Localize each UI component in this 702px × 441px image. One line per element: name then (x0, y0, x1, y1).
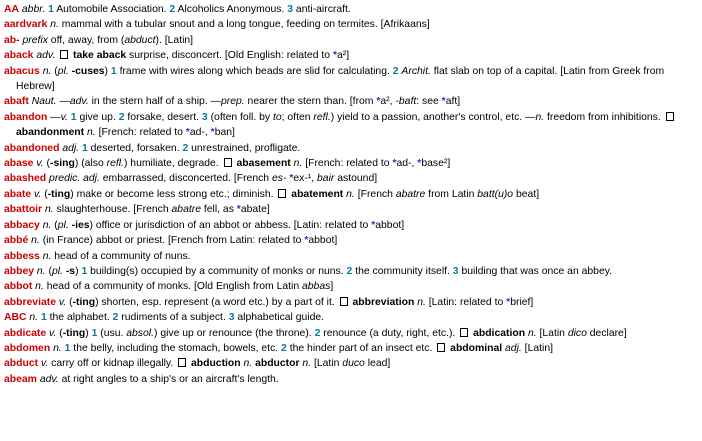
sense-number: 2 (392, 65, 399, 77)
grammar-label: prefix (22, 34, 48, 46)
cross-reference-marker[interactable]: * (371, 219, 376, 231)
definition-text: in the stern half of a ship. — (88, 96, 221, 108)
definition-text: ( (45, 265, 52, 277)
definition-text: ). [Latin] (155, 34, 194, 46)
sense-number: 2 (182, 142, 189, 154)
definition-text: ) yield to a passion, another's control, etc. — (330, 111, 536, 123)
definition-text: forsake, desert. (124, 111, 202, 123)
definition-text: building(s) occupied by a community of monks or nuns. (87, 265, 347, 277)
grammar-label: adv. (36, 50, 56, 62)
headword[interactable]: abdicate (4, 327, 47, 339)
derived-form: take aback (73, 50, 127, 62)
headword[interactable]: abbé (4, 235, 29, 247)
definition-text: rudiments of a subject. (118, 312, 229, 324)
grammar-label: n. (45, 204, 54, 216)
sense-number: 1 (81, 265, 88, 277)
definition-text (55, 50, 58, 61)
definition-text: anti-aircraft. (293, 4, 351, 15)
grammar-label: predic. adj. (49, 173, 100, 185)
derived-form: abductor (255, 358, 300, 370)
dictionary-entry (4, 233, 698, 248)
grammar-label: refl. (106, 158, 124, 170)
definition-text: slaughterhouse. [French (53, 204, 172, 216)
sense-number: 2 (314, 327, 321, 339)
definition-text: frame with wires along which beads are slid for calculating. (116, 65, 393, 77)
derivative-marker-icon (60, 50, 68, 59)
headword[interactable]: aardvark (4, 19, 48, 31)
definition-text: mammal with a tubular snout and a long tongue, feeding on termites. [Afrikaans] (58, 19, 430, 31)
grammar-label: abbr. (21, 4, 46, 15)
grammar-label: n. (302, 358, 312, 370)
derivative-marker-icon (666, 112, 674, 121)
definition-text: ) give up or renounce (the throne). (153, 327, 315, 339)
definition-text: ) office or jurisdiction of an abbot or abbess. [Latin: related to (89, 219, 372, 231)
headword[interactable]: abaft (4, 96, 29, 108)
definition-text: ( (66, 296, 73, 308)
definition-text: astound] (334, 173, 378, 185)
grammar-label: v. (36, 158, 44, 170)
definition-text: (in France) abbot or priest. [French from Latin: related to (39, 235, 305, 247)
grammar-label: Naut. (31, 96, 57, 108)
sense-number: 2 (112, 312, 119, 324)
dictionary-entry (4, 94, 698, 109)
definition-text: [French (354, 188, 396, 200)
dictionary-entry (4, 218, 698, 233)
grammar-label: dico (567, 327, 587, 339)
definition-text: ex-¹, (293, 173, 318, 185)
grammar-label: prep. (220, 96, 245, 108)
definition-text: (often foll. by (207, 111, 273, 123)
derived-form: -sing (50, 158, 75, 170)
definition-text: head of a community of nuns. (51, 250, 191, 262)
derived-form: abdication (473, 327, 526, 339)
definition-text: deserted, forsaken. (87, 142, 183, 154)
dictionary-entry (4, 171, 698, 186)
definition-text: [French: related to (95, 127, 186, 139)
definition-text: abate] (240, 204, 270, 216)
grammar-label: n. (243, 358, 253, 370)
definition-text: ) make or become less strong etc.; diminish. (70, 188, 277, 200)
cross-reference-marker[interactable]: * (392, 158, 397, 170)
sense-number: 3 (201, 111, 208, 123)
definition-text: at right angles to a ship's or an aircraft's length. (58, 373, 279, 385)
dictionary-entry (4, 141, 698, 156)
derived-form: abandonment (16, 127, 85, 139)
definition-text: ; often (281, 111, 314, 123)
headword[interactable]: abandon (4, 111, 48, 123)
definition-text: abbot] (375, 219, 405, 231)
definition-text: ad-, (189, 127, 211, 139)
definition-text: embarrassed, disconcerted. [French (99, 173, 272, 185)
grammar-label: abatre (171, 204, 201, 216)
dictionary-entry (4, 48, 698, 63)
grammar-label: absol. (126, 327, 154, 339)
definition-text: brief] (510, 296, 534, 308)
dictionary-entry (4, 341, 698, 356)
definition-text: a²] (336, 50, 350, 62)
definition-text: ban] (214, 127, 235, 139)
headword[interactable]: ab- (4, 34, 20, 46)
sense-number: 1 (110, 65, 117, 77)
definition-text: head of a community of monks. [Old English from Latin (43, 281, 302, 293)
derived-form: -ies (71, 219, 90, 231)
sense-number: 2 (169, 4, 176, 15)
definition-text: ) shorten, esp. represent (a word etc.) by a part of it. (95, 296, 338, 308)
headword[interactable]: abduct (4, 358, 39, 370)
derived-form: abduction (190, 358, 241, 370)
dictionary-entry (4, 110, 698, 141)
dictionary-entry (4, 64, 698, 95)
grammar-label: v. (60, 111, 68, 123)
grammar-label: n. (42, 219, 52, 231)
dictionary-entry (4, 17, 698, 32)
definition-text: the alphabet. (46, 312, 113, 324)
definition-text: freedom from inhibitions. (544, 111, 664, 123)
grammar-label: n. (35, 281, 44, 293)
derived-form: -ting (47, 188, 71, 200)
sense-number: 1 (70, 111, 77, 123)
grammar-label: pl. (51, 265, 63, 277)
definition-text: [Latin] (521, 342, 553, 354)
cross-reference-marker[interactable]: * (441, 96, 446, 108)
dictionary-entry (4, 279, 698, 294)
definition-text: the community itself. (352, 265, 453, 277)
grammar-label: -baft (395, 96, 417, 108)
grammar-label: v. (40, 358, 49, 370)
dictionary-entry (4, 356, 698, 371)
dictionary-entry (4, 310, 698, 325)
headword[interactable]: abashed (4, 173, 47, 185)
grammar-label: v. (58, 296, 67, 308)
definition-text: ) (85, 327, 92, 339)
definition-text: ( (41, 188, 48, 200)
sense-number: 1 (81, 142, 88, 154)
grammar-label: adv. (39, 373, 59, 385)
definition-text: : see (416, 96, 442, 108)
derived-form: abatement (291, 188, 344, 200)
grammar-label: n. (53, 342, 62, 354)
dictionary-entry (4, 249, 698, 264)
sense-number: 3 (452, 265, 459, 277)
definition-text: ( (56, 327, 63, 339)
grammar-label: n. (29, 312, 39, 324)
headword[interactable]: abbess (4, 250, 40, 262)
dictionary-entry (4, 295, 698, 310)
definition-text: off, away, from ( (47, 34, 125, 46)
headword[interactable]: abattoir (4, 204, 43, 216)
sense-number: 3 (287, 4, 294, 15)
definition-text: ( (51, 65, 58, 77)
grammar-label: n. (87, 127, 96, 139)
grammar-label: n. (527, 327, 537, 339)
definition-text: Alcoholics Anonymous. (175, 4, 288, 15)
derived-form: abdominal (450, 342, 503, 354)
dictionary-entry (4, 156, 698, 171)
definition-text: [Latin: related to (425, 296, 507, 308)
dictionary-entry (4, 187, 698, 202)
definition-text: base²] (421, 158, 451, 170)
grammar-label: n. (417, 296, 426, 308)
definition-text: aft] (445, 96, 461, 108)
cross-reference-marker[interactable]: * (376, 96, 381, 108)
cross-reference-marker[interactable]: * (210, 127, 215, 139)
definition-text: flat slab on top of a capital. [Latin from Greek from Hebrew] (16, 65, 665, 93)
grammar-label: duco (342, 358, 365, 370)
definition-text: carry off or kidnap illegally. (48, 358, 177, 370)
grammar-label: adv. (69, 96, 89, 108)
definition-text: ad-, (396, 158, 418, 170)
definition-text: ) (104, 65, 111, 77)
grammar-label: v. (49, 327, 57, 339)
sense-number: 1 (48, 4, 54, 15)
derivative-marker-icon (178, 358, 186, 367)
sense-number: 1 (91, 327, 98, 339)
dictionary-entry (4, 264, 698, 279)
definition-text: ( (43, 158, 51, 170)
definition-text: ( (51, 219, 58, 231)
definition-text: beat] (513, 188, 540, 200)
headword[interactable]: abbot (4, 281, 33, 293)
definition-text: fell, as (200, 204, 237, 216)
dictionary-entry (4, 326, 698, 341)
grammar-label: n. (346, 188, 355, 200)
grammar-label: n. (31, 235, 40, 247)
grammar-label: abatre (395, 188, 426, 200)
derived-form: -cuses (71, 65, 105, 77)
definition-text: [Latin (311, 358, 343, 370)
derived-form: -ting (72, 296, 96, 308)
headword[interactable]: abase (4, 158, 34, 170)
derivative-marker-icon (340, 297, 348, 306)
definition-text: the hinder part of an insect etc. (286, 342, 436, 354)
headword[interactable]: ABC (4, 312, 27, 324)
definition-text: alphabetical guide. (234, 312, 325, 324)
grammar-label: v. (34, 188, 42, 200)
sense-number: 2 (281, 342, 287, 354)
definition-text: ) (75, 265, 82, 277)
dictionary-entry (4, 2, 698, 17)
grammar-label: pl. (57, 219, 69, 231)
derived-form: -ting (62, 327, 86, 339)
cross-reference-marker[interactable]: * (304, 235, 309, 247)
derived-form: -s (65, 265, 76, 277)
definition-text: [Latin (536, 327, 568, 339)
definition-text: ] (330, 281, 334, 293)
definition-text: — (47, 111, 61, 123)
grammar-label: adj. (505, 342, 522, 354)
headword[interactable]: aback (4, 50, 34, 62)
definition-text: [French: related to (302, 158, 393, 170)
grammar-label: bair (317, 173, 335, 185)
definition-text: renounce (a duty, right, etc.). (320, 327, 459, 339)
definition-text: the belly, including the stomach, bowels, etc. (70, 342, 282, 354)
definition-text: — (56, 96, 70, 108)
dictionary-entry (4, 202, 698, 217)
grammar-label: abduct (124, 34, 156, 46)
definition-text: from Latin (425, 188, 478, 200)
definition-text: building that was once an abbey. (458, 265, 613, 277)
derivative-marker-icon (437, 343, 445, 352)
definition-text: Automobile Association. (53, 4, 170, 15)
dictionary-entry (4, 33, 698, 48)
headword[interactable]: abbacy (4, 219, 40, 231)
cross-reference-marker[interactable]: * (289, 173, 294, 185)
headword[interactable]: abate (4, 188, 32, 200)
headword[interactable]: AA (4, 4, 20, 15)
cross-reference-marker[interactable]: * (185, 127, 190, 139)
definition-text: ) humiliate, degrade. (123, 158, 222, 170)
grammar-label: es- (271, 173, 287, 185)
headword[interactable]: abeam (4, 373, 37, 385)
cross-reference-marker[interactable]: * (506, 296, 511, 308)
definition-text: give up. (76, 111, 119, 123)
cross-reference-marker[interactable]: * (332, 50, 337, 62)
grammar-label: abbas (302, 281, 331, 293)
definition-text: unrestrained, profligate. (188, 142, 301, 154)
grammar-label: n. (50, 19, 59, 31)
cross-reference-marker[interactable]: * (417, 158, 422, 170)
grammar-label: pl. (57, 65, 69, 77)
sense-number: 1 (40, 312, 47, 324)
definition-text: ) (also (74, 158, 107, 170)
definition-text: declare] (586, 327, 627, 339)
definition-text: (usu. (97, 327, 127, 339)
grammar-label: refl. (313, 111, 331, 123)
headword[interactable]: abdomen (4, 342, 51, 354)
headword[interactable]: abbey (4, 265, 35, 277)
sense-number: 2 (118, 111, 125, 123)
headword[interactable]: abbreviate (4, 296, 56, 308)
grammar-label: adj. (62, 142, 80, 154)
grammar-label: n. (535, 111, 545, 123)
derivative-marker-icon (460, 328, 468, 337)
derived-form: abbreviation (352, 296, 415, 308)
cross-reference-marker[interactable]: * (236, 204, 241, 216)
grammar-label: n. (42, 65, 52, 77)
grammar-label: n. (293, 158, 303, 170)
definition-text: surprise, disconcert. [Old English: related to (126, 50, 333, 62)
headword[interactable]: abandoned (4, 142, 60, 154)
derivative-marker-icon (224, 158, 232, 167)
sense-number: 3 (228, 312, 235, 324)
definition-text: abbot] (308, 235, 338, 247)
derived-form: abasement (236, 158, 291, 170)
grammar-label: Archit. (401, 65, 431, 77)
grammar-label: to (272, 111, 282, 123)
grammar-label: n. (36, 265, 46, 277)
dictionary-entry (4, 372, 698, 387)
definition-text: lead] (364, 358, 391, 370)
sense-number: 2 (346, 265, 353, 277)
headword[interactable]: abacus (4, 65, 40, 77)
sense-number: 1 (64, 342, 71, 354)
definition-text: nearer the stern than. [from (244, 96, 377, 108)
derivative-marker-icon (278, 189, 286, 198)
grammar-label: n. (42, 250, 52, 262)
grammar-label: batt(u)o (477, 188, 514, 200)
definition-text: a², (380, 96, 396, 108)
